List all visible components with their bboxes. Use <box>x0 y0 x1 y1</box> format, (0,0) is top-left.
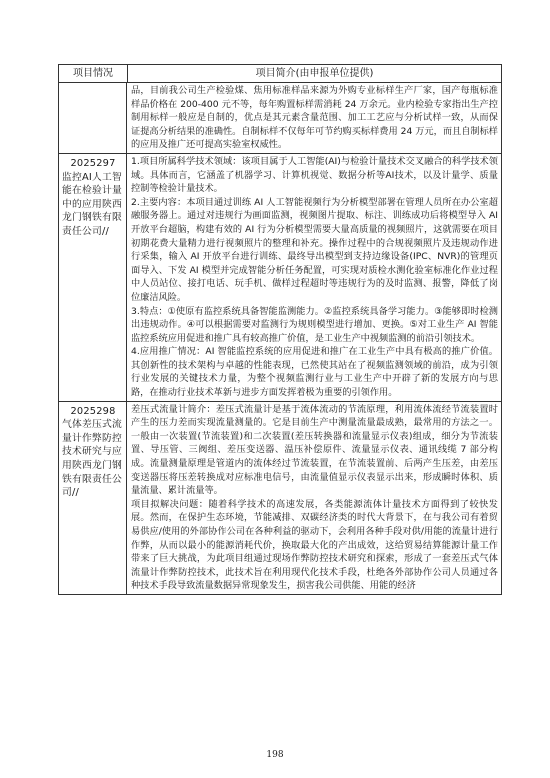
project-intro-cell <box>127 83 501 153</box>
header-project-status: 项目情况 <box>59 65 128 82</box>
project-number: 2025297 <box>70 157 116 169</box>
table-row <box>59 83 501 154</box>
table-header <box>59 65 501 83</box>
project-info-cell <box>59 154 127 401</box>
intro-paragraph: 项目拟解决问题：随着科学技术的高速发展，各类能源流体计量技术方面得到了较快发展。然而，在保护生态环境，节能减排、双碳经济类的时代大背景下，在与我公司有着贸易供应/使用的外部协作公司在各种利益的驱动下，会利用各种手段对供/用能的流量计进行作弊，从而以最小的能源消耗代价，换取最大化的产出成效，这给贸易结算能源计量工作带来了巨大挑战，为此项目组通过现场作弊防控技术研究和探索，形成了一套差压式气体流量计作弊防控技术，此技术旨在利用现代化技术手段，杜绝各外部协作公司人员通过各种技术手段导致流量数据异常现象发生，损害我公司供能、用能的经济 <box>131 498 498 592</box>
intro-paragraph: 2.主要内容：本项目通过训练 AI 人工智能视频行为分析模型部署在管理人员所在办公室超融服务器上。通过对违规行为画面监测，视频图片提取、标注、训练成功后将模型导入 AI 开放平台超脑，构建有效的 AI 行为分析模型需要大量高质量的视频照片，这就需要在项目初期花费大量精力进行视频照片的整理和补充。操作过程中的合规视频照片及违规动作进行采集，输入 AI 开放平台进行训练、最终导出模型到支持边缘设备(IPC、NVR)的管理页面导入、下发 AI 模型并完成智能分析任务配置，可实现对质检水测化验室标准化作业过程中人员站位、接打电话、玩手机、做样过程超时等违规行为的及时监测、报警，降低了岗位廉洁风险。 <box>131 196 498 303</box>
header-project-intro: 项目简介(由申报单位提供) <box>255 68 374 79</box>
project-table <box>58 64 502 595</box>
project-number: 2025298 <box>70 405 116 417</box>
project-title: 监控AI人工智能在检验计量中的应用陕西龙门钢铁有限责任公司// <box>62 171 122 237</box>
project-info-cell <box>59 83 127 153</box>
page-number: 198 <box>266 750 284 760</box>
table-row <box>59 154 501 402</box>
table-row <box>59 402 501 594</box>
intro-paragraph: 品，目前我公司生产检验煤、焦用标准样品来源为外购专业标样生产厂家，国产每瓶标准样品价格在 200-400 元不等，每年购置标样需消耗 24 万余元。业内检验专家指出生产控制用标样一般应是自制的，优点是其元素含量范围、加工工艺应与分析试样一致，从而保证提高分析结果的准确性。自制标样不仅每年可节约购买标样费用 24 万元，而且自制标样的应用及推广还可提高实验室权威性。 <box>131 85 498 151</box>
intro-paragraph: 差压式流量计简介：差压式流量计是基于流体流动的节流原理，利用流体流经节流装置时产生的压力差而实现流量测量的。它是目前生产中测量流量最成熟，最常用的方法之一。一般由一次装置(节流装置)和二次装置(差压转换器和流量显示仪表)组成，细分为节流装置、导压管、三阀组、差压变送器、温压补偿原件、流量显示仪表、通讯线缆 7 部分构成。流量测量原理是管道内的流体经过节流装置，在节流装置前、后两产生压差，由差压变送器压将压差转换成对应标准电信号，由流量值显示仪表显示出来，形成瞬时体积、质量流量、累计流量等。 <box>131 403 498 497</box>
project-intro-cell <box>127 402 501 594</box>
intro-paragraph: 4.应用推广情况：AI 智能监控系统的应用促进和推广在工业生产中具有极高的推广价值。其创新性的技术架构与卓越的性能表现，已然使其站在了视频监测领域的前沿，成为引领行业发展的关键技术力量，为整个视频监测行业与工业生产中开辟了新的发展方向与思路，在推动行业技术革新与进步方面发挥着极为重要的引领作用。 <box>131 346 498 399</box>
intro-paragraph: 3.特点：①使原有监控系统具备智能监测能力。②监控系统具备学习能力。③能够即时检测出违规动作。④可以根据需要对监测行为规则模型进行增加、更换。⑤对工业生产 AI 智能监控系统应用促进和推广具有较高推广价值，是工业生产中视频监测的前沿引领技术。 <box>131 305 498 344</box>
project-intro-cell <box>127 154 501 401</box>
project-info-cell <box>59 402 127 594</box>
project-title: 气体差压式流量计作弊防控技术研究与应用陕西龙门钢铁有限责任公司// <box>62 419 122 499</box>
intro-paragraph: 1.项目所属科学技术领域：该项目属于人工智能(AI)与检验计量技术交叉融合的科学技术领域。具体而言，它涵盖了机器学习、计算机视觉、数据分析等AI技术，以及计量学、质量控制等检验计量技术。 <box>131 155 498 195</box>
